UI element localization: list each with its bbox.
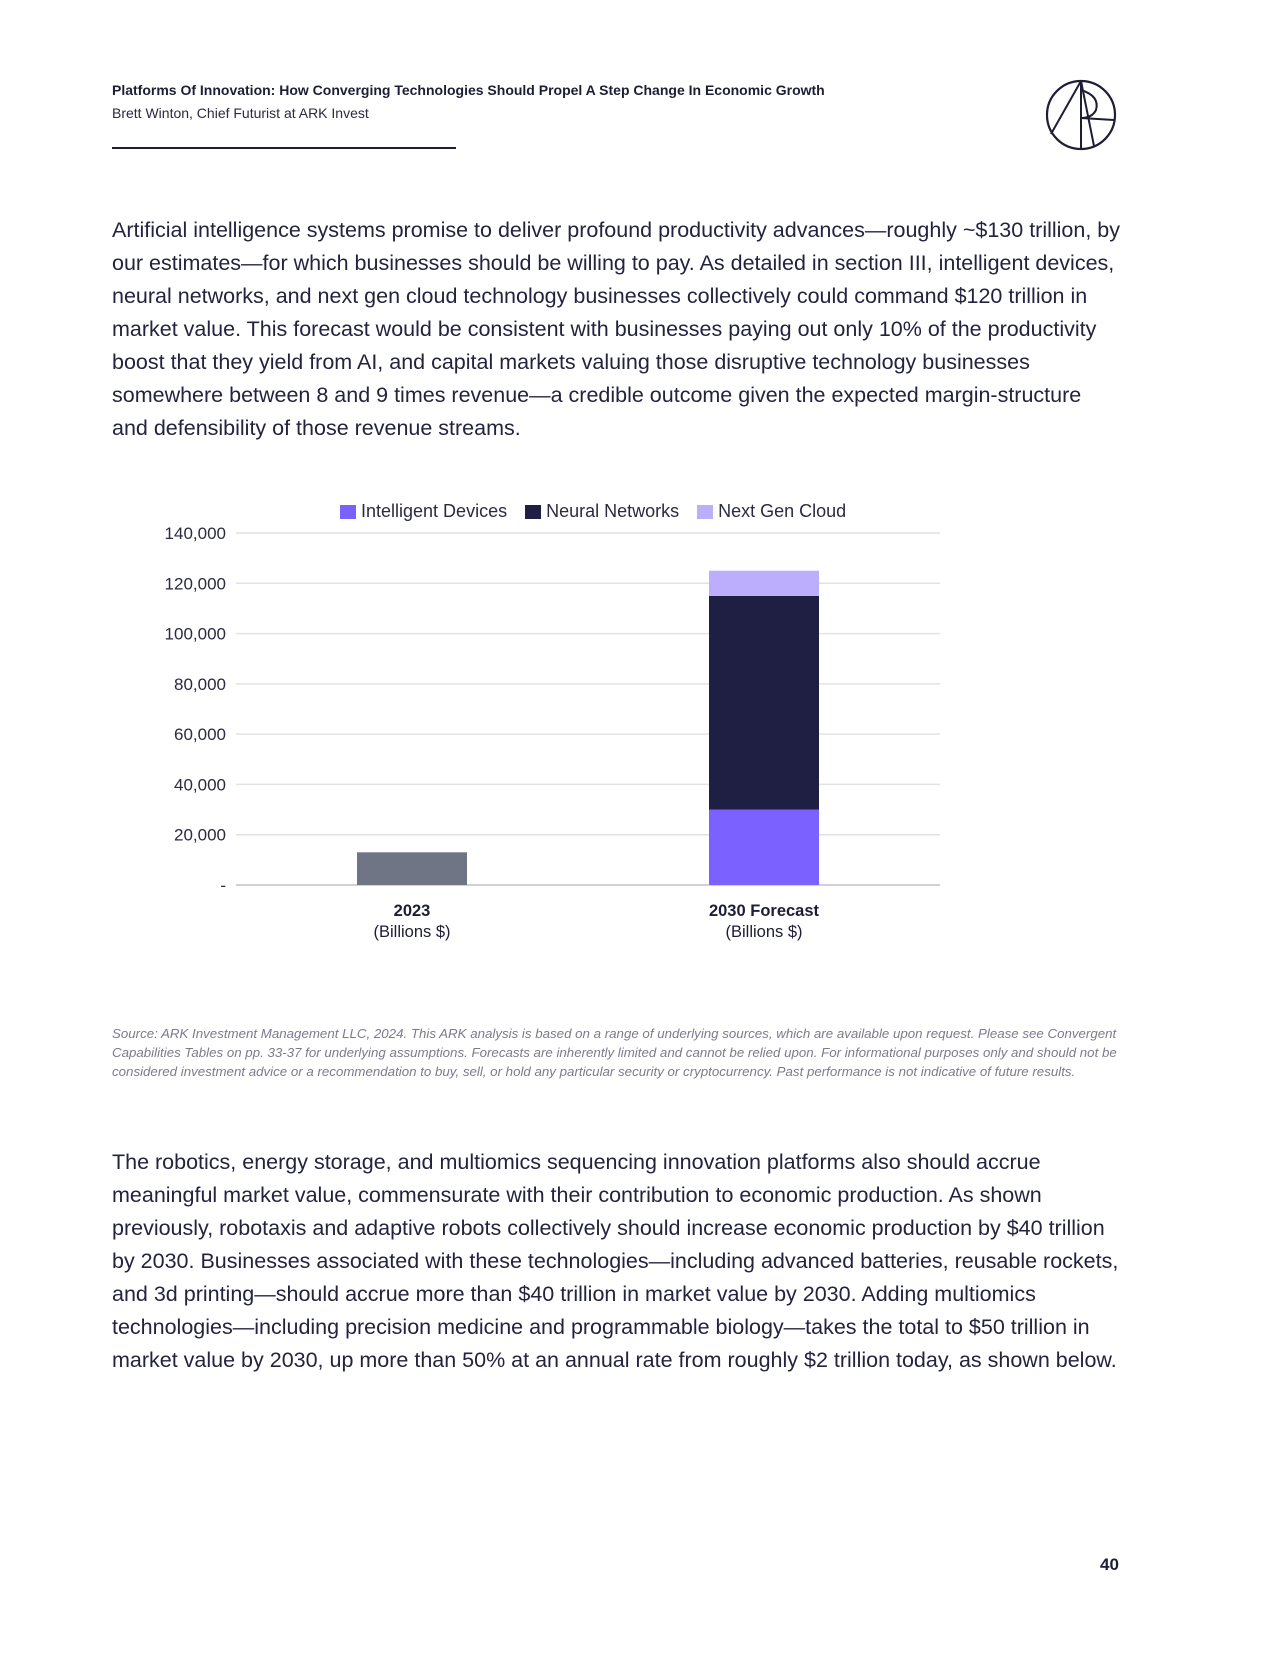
category-sublabel: (Billions $) — [373, 923, 451, 941]
legend-swatch — [340, 505, 356, 519]
legend-swatch — [525, 505, 541, 519]
legend-item — [697, 501, 846, 522]
category-sublabel: (Billions $) — [725, 923, 803, 941]
y-tick-label: 80,000 — [174, 674, 226, 694]
y-tick-label: 140,000 — [164, 524, 226, 543]
second-paragraph: The robotics, energy storage, and multiomics sequencing innovation platforms also should accrue meaningful market value, commensurate with their contribution to economic production. As shown previously, robotaxis and adaptive robots collectively should increase economic production by $40 trillion by 2030. Businesses associated with these technologies—including advanced batteries, reusable rockets, and 3d printing—should accrue more than $40 trillion in market value by 2030. Adding multiomics technologies—including precision medicine and programmable biology—takes the total to $50 trillion in market value by 2030, up more than 50% at an annual rate from roughly $2 trillion today, as shown below. — [112, 1150, 1119, 1372]
bar-2023 — [357, 852, 467, 885]
bar-2030-next-gen-cloud — [709, 571, 819, 596]
legend-swatch — [697, 505, 713, 519]
market-value-chart — [150, 495, 1010, 995]
legend-item — [525, 501, 679, 522]
category-label: 2030 Forecast — [708, 902, 820, 920]
bar-2030-intelligent-devices — [709, 810, 819, 885]
legend-label: Neural Networks — [546, 501, 680, 521]
chart-canvas — [150, 495, 1010, 995]
y-tick-label: 60,000 — [174, 725, 226, 745]
category-label: 2023 — [393, 902, 431, 920]
header-title: Platforms Of Innovation: How Converging Technologies Should Propel A Step Change In Economic Growth — [112, 82, 825, 98]
source-note: Source: ARK Investment Management LLC, 2024. This ARK analysis is based on a range of underlying sources, which are available upon request. Please see Convergent Capabilities Tables on pp. 33-37 for underlying assumptions. Forecasts are inherently limited and cannot be relied upon. For informational purposes only and should not be considered investment advice or a recommendation to buy, sell, or hold any particular security or cryptocurrency. Past performance is not indicative of future results. — [112, 1026, 1117, 1079]
legend-label: Next Gen Cloud — [718, 501, 847, 521]
bar-2030-neural-networks — [709, 596, 819, 810]
header-rule — [112, 147, 456, 149]
legend-item — [340, 501, 507, 522]
ark-logo — [1044, 78, 1118, 152]
legend-label: Intelligent Devices — [361, 501, 508, 521]
page-number: 40 — [1100, 1555, 1119, 1574]
intro-paragraph: Artificial intelligence systems promise to deliver profound productivity advances—roughly ~$130 trillion, by our estimates—for which businesses should be willing to pay. As detailed in section III, intelligent devices, neural networks, and next gen cloud technology businesses collectively could command $120 trillion in market value. This forecast would be consistent with businesses paying out only 10% of the productivity boost that they yield from AI, and capital markets valuing those disruptive technology businesses somewhere between 8 and 9 times revenue—a credible outcome given the expected margin-structure and defensibility of those revenue streams. — [112, 218, 1121, 440]
y-tick-label: 20,000 — [174, 825, 226, 845]
header-author: Brett Winton, Chief Futurist at ARK Invest — [112, 105, 369, 121]
chart-legend — [340, 501, 846, 522]
y-tick-label: 120,000 — [164, 574, 226, 594]
y-tick-label: 40,000 — [174, 775, 226, 795]
y-tick-label: 100,000 — [164, 624, 226, 644]
y-tick-label: - — [220, 876, 226, 895]
